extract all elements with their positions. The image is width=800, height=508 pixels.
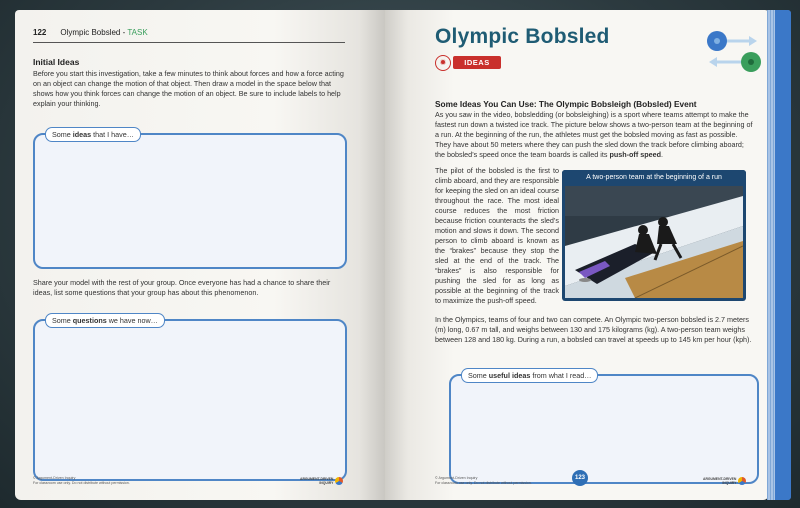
logo-text: INQUIRY — [722, 481, 737, 485]
page-title: Olympic Bobsled — [435, 25, 610, 48]
page-header: 122 Olympic Bobsled - TASK — [33, 28, 345, 43]
footer-line: For classroom use only. Do not distribute without permission. — [33, 481, 130, 485]
label-text: that I have… — [91, 130, 134, 139]
ideas-heading: Some Ideas You Can Use: The Olympic Bobsleigh (Bobsled) Event — [435, 99, 697, 109]
olympics-paragraph: In the Olympics, teams of four and two can compete. An Olympic two-person bobsled is 2.7 meters (m) long, 0.67 m tall, and weighs between 130 and 175 kilograms (kg). A two-person team weighs between 128 and 180 kg. During a run, a bobsled can travel at speeds up to 145 km per hour (kph). — [435, 315, 752, 344]
questions-box[interactable] — [33, 316, 347, 481]
open-book — [15, 10, 795, 502]
bobsled-photo — [562, 170, 746, 301]
para-text: As you saw in the video, bobsledding (or bobsleighing) is a sport where teams attempt to make the fastest run down a twisted ice track. The picture below shows a two-person team at the beginning of a run. At the beginning of the run, the athletes must get the bobsled moving as fast as possible. They have about 50 meters where they can push the sled down the track before climbing aboard; the bobsled’s speed once the team boards is called its — [435, 110, 753, 159]
pilot-paragraph: The pilot of the bobsled is the first to climb aboard, and they are responsible for keeping the sled on an ideal course throughout the race. The most ideal course reduces the most friction because friction counteracts the sled’s motion and slows it down. The second person to climb aboard is known as the “brakes” because they stop the sled at the end of the track. The “brakes” is also responsible for pushing the sled for as long as possible at the beginning of the track to maximize the push-off speed. — [435, 166, 559, 305]
useful-ideas-box-label — [461, 368, 598, 383]
footer-line: © Argument-Driven Inquiry — [33, 476, 76, 480]
section-label: TASK — [127, 28, 148, 37]
share-paragraph: Share your model with the rest of your group. Once everyone has had a chance to share their ideas, list some questions that your group has about this phenomenon. — [33, 278, 331, 297]
copyright-footer — [435, 476, 532, 486]
footer-line: For classroom use only. Do not distribute without permission. — [435, 481, 532, 485]
section-heading: Initial Ideas — [33, 57, 80, 67]
page-edge-stack — [767, 10, 791, 500]
logo-icon — [738, 477, 746, 485]
running-title: Olympic Bobsled — [60, 28, 121, 37]
label-bold: useful ideas — [488, 371, 531, 380]
label-text: Some — [52, 316, 73, 325]
label-text: Some — [52, 130, 73, 139]
left-page — [15, 10, 385, 500]
ideas-drawing-box[interactable] — [33, 130, 347, 269]
adi-logo — [300, 477, 343, 485]
arrows-decoration-icon — [705, 28, 767, 78]
page-number: 123 — [572, 470, 588, 486]
lightbulb-icon: ✹ — [435, 55, 451, 71]
term-push-off-speed: push-off speed — [609, 150, 661, 159]
label-text: Some — [468, 371, 489, 380]
adi-logo — [703, 477, 746, 485]
label-text: we have now… — [106, 316, 158, 325]
footer-line: © Argument-Driven Inquiry — [435, 476, 478, 480]
logo-icon — [335, 477, 343, 485]
page-number: 122 — [33, 28, 47, 37]
label-bold: ideas — [72, 130, 92, 139]
intro-paragraph: Before you start this investigation, take a few minutes to think about forces and how a force acting on an object can change the motion of that object. Then draw a model in the space below that shows how you think forces can change the motion of an object. Be sure to include labels to help explain your thinking. — [33, 69, 344, 108]
intro-paragraph — [435, 110, 755, 160]
logo-text: ARGUMENT-DRIVEN — [703, 477, 737, 481]
logo-text: INQUIRY — [319, 481, 334, 485]
blue-edge-band — [775, 10, 791, 500]
logo-text: ARGUMENT-DRIVEN — [300, 477, 334, 481]
ideas-box-label — [45, 127, 141, 142]
right-page — [385, 10, 769, 500]
para-text: . — [661, 150, 663, 159]
bobsled-illustration — [565, 186, 743, 298]
label-text: from what I read… — [530, 371, 592, 380]
photo-caption: A two-person team at the beginning of a run — [562, 170, 746, 185]
questions-box-label — [45, 313, 165, 328]
copyright-footer — [33, 476, 130, 486]
ideas-badge: IDEAS — [453, 56, 501, 69]
useful-ideas-box[interactable] — [449, 371, 759, 484]
label-bold: questions — [72, 316, 107, 325]
